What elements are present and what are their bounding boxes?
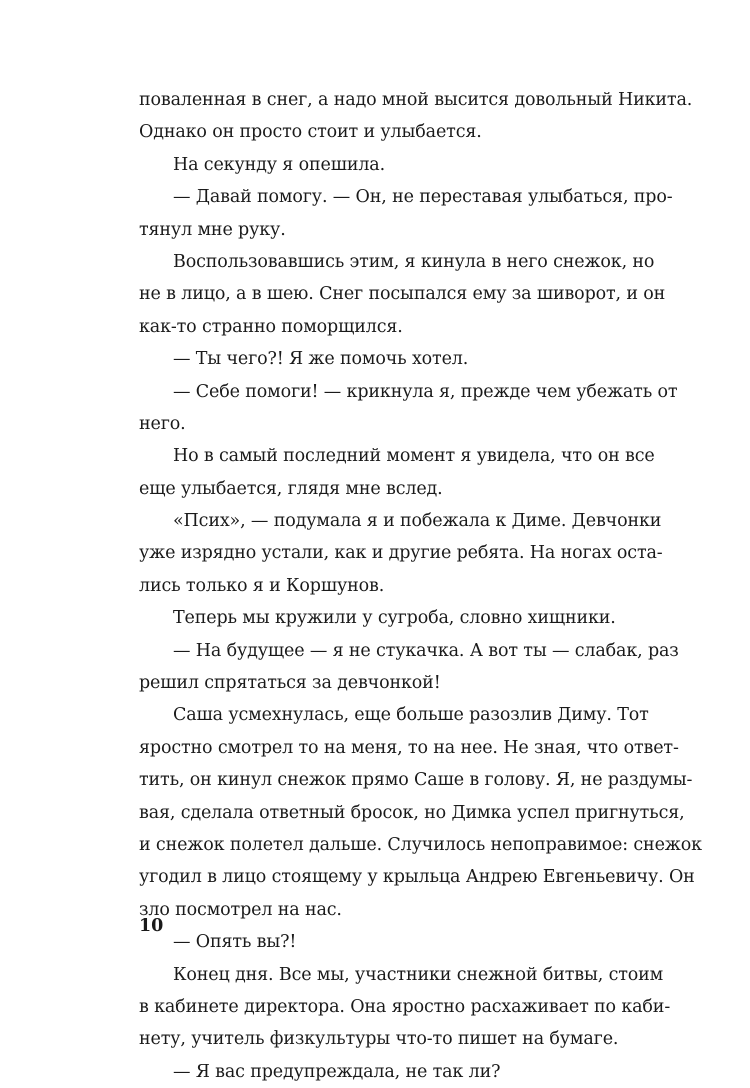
text-line: вая, сделала ответный бросок, но Димка успел пригнуться, (139, 802, 685, 823)
text-line: как-то странно поморщился. (139, 316, 403, 337)
text-line: Но в самый последний момент я увидела, что он все (173, 446, 655, 467)
text-line: «Псих», — подумала я и побежала к Диме. Девчонки (173, 511, 662, 532)
text-line: лись только я и Коршунов. (139, 575, 385, 596)
text-line: Конец дня. Все мы, участники снежной битвы, стоим (173, 964, 664, 985)
text-line: Теперь мы кружили у сугроба, словно хищники. (173, 608, 616, 629)
text-line: Однако он просто стоит и улыбается. (139, 122, 482, 143)
text-line: На секунду я опешила. (173, 154, 386, 175)
text-line: — Давай помогу. — Он, не переставая улыбаться, про- (173, 187, 673, 208)
page-number: 10 (139, 916, 164, 936)
text-line: уже изрядно устали, как и другие ребята. На ногах оста- (139, 543, 663, 564)
text-line: — Себе помоги! — крикнула я, прежде чем убежать от (173, 381, 678, 402)
text-line: — Ты чего?! Я же помочь хотел. (173, 349, 469, 370)
text-line: не в лицо, а в шею. Снег посыпался ему за шиворот, и он (139, 284, 666, 305)
text-line: него. (139, 413, 186, 434)
text-line: — На будущее — я не стукачка. А вот ты — слабак, раз (173, 640, 679, 661)
text-line: зло посмотрел на нас. (139, 899, 342, 920)
text-line: яростно смотрел то на меня, то на нее. Не зная, что ответ- (139, 737, 679, 758)
text-line: еще улыбается, глядя мне вслед. (139, 478, 443, 499)
text-line: тянул мне руку. (139, 219, 286, 240)
text-line: и снежок полетел дальше. Случилось непоправимое: снежок (139, 834, 702, 855)
text-line: — Я вас предупреждала, не так ли? (173, 1061, 501, 1082)
text-line: Саша усмехнулась, еще больше разозлив Диму. Тот (173, 705, 649, 726)
text-line: угодил в лицо стоящему у крыльца Андрею Евгеньевичу. Он (139, 867, 695, 888)
page-text (139, 84, 702, 1088)
text-line: — Опять вы?! (173, 932, 297, 953)
text-line: тить, он кинул снежок прямо Саше в голову. Я, не раздумы- (139, 770, 693, 791)
text-line: в кабинете директора. Она яростно расхаживает по каби- (139, 996, 671, 1017)
text-line: Воспользовавшись этим, я кинула в него снежок, но (173, 251, 655, 272)
text-line: решил спрятаться за девчонкой! (139, 673, 441, 694)
text-line: нету, учитель физкультуры что-то пишет на бумаге. (139, 1029, 619, 1050)
text-line: поваленная в снег, а надо мной высится довольный Никита. (139, 90, 693, 110)
